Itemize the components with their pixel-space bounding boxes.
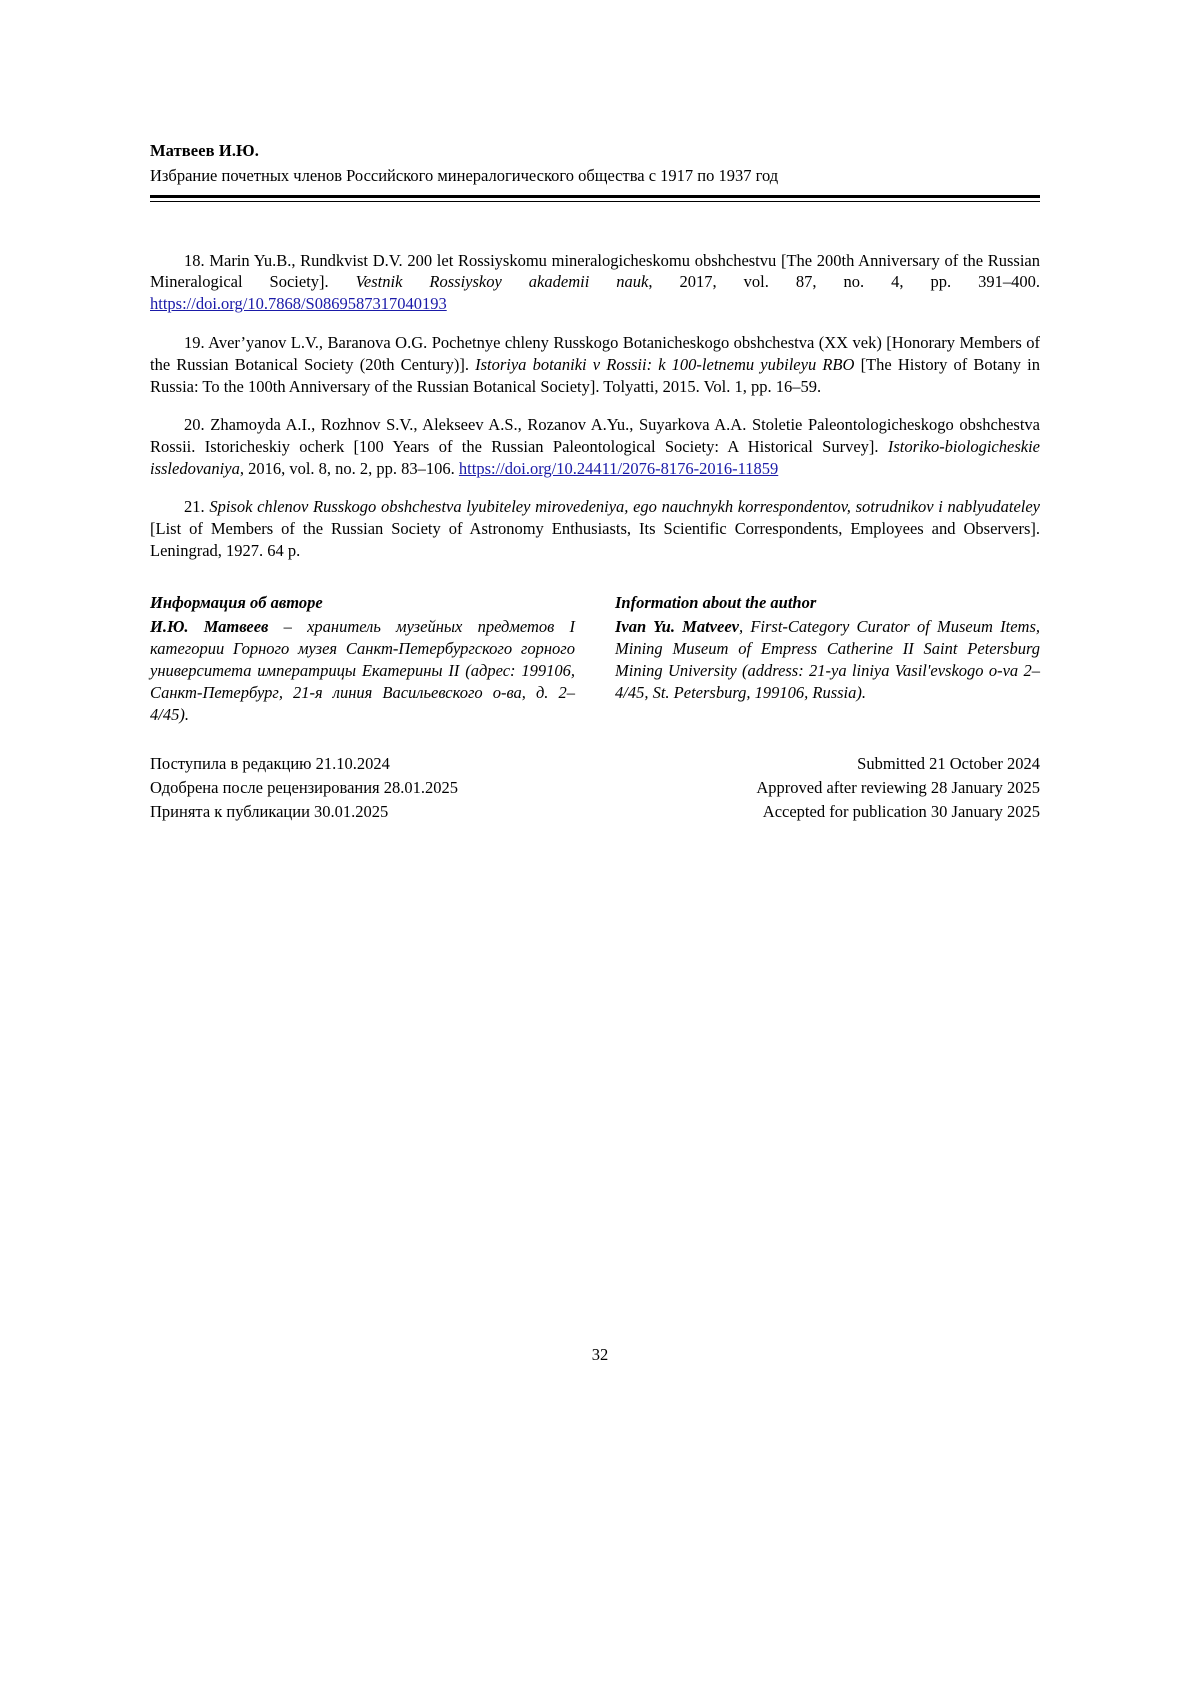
author-information bbox=[150, 592, 1040, 726]
submission-dates bbox=[150, 752, 1040, 824]
reference-item bbox=[150, 250, 1040, 316]
author-info-heading-ru: Информация об авторе bbox=[150, 593, 323, 613]
author-info-body-en bbox=[615, 616, 1040, 704]
reference-text: 21. bbox=[184, 497, 210, 517]
date-submitted-en: Submitted 21 October 2024 bbox=[857, 753, 1040, 773]
doi-link[interactable]: https://doi.org/10.7868/S0869587317040193 bbox=[150, 294, 447, 314]
doi-link[interactable]: https://doi.org/10.24411/2076-8176-2016-11859 bbox=[458, 459, 779, 479]
author-information-en bbox=[615, 592, 1040, 726]
reference-item bbox=[150, 332, 1040, 398]
reference-text-tail: , 2016, vol. 8, no. 2, pp. 83–106. bbox=[239, 459, 459, 479]
reference-text-tail: , 2017, vol. 87, no. 4, pp. 391–400. bbox=[648, 272, 1040, 292]
submission-dates-en bbox=[615, 752, 1040, 824]
date-accepted-en: Accepted for publication 30 January 2025 bbox=[762, 801, 1040, 821]
author-affiliation-ru: – хранитель музейных предметов I категории Горного музея Санкт-Петербургского горного университета императрицы Екатерины II (адрес: 199106, Санкт-Петербург, 21-я линия Васильевского о-ва, д. 2–4/45). bbox=[150, 617, 575, 724]
reference-source-italic: Spisok chlenov Russkogo obshchestva lyubiteley mirovedeniya, ego nauchnykh korrespondentov, sotrudnikov i nablyudateley bbox=[209, 497, 1041, 517]
reference-item bbox=[150, 496, 1040, 562]
page-content bbox=[150, 140, 1040, 824]
running-head bbox=[150, 140, 1040, 202]
reference-text: 20. Zhamoyda A.I., Rozhnov S.V., Alekseev A.S., Rozanov A.Yu., Suyarkova A.A. Stoletie Paleontologicheskogo obshchestva Rossii. Istoricheskiy ocherk [100 Years of the Russian Paleontological Society: A Historical Survey]. bbox=[150, 415, 1040, 457]
reference-text-tail: [The History of Botany in Russia: To the 100th Anniversary of the Russian Botanical Society]. Tolyatti, 2015. Vol. 1, pp. 16–59. bbox=[150, 354, 1041, 396]
date-approved-ru: Одобрена после рецензирования 28.01.2025 bbox=[150, 777, 459, 797]
reference-item bbox=[150, 414, 1040, 480]
author-name-ru: И.Ю. Матвеев bbox=[150, 617, 269, 637]
page-number: 32 bbox=[591, 1345, 609, 1364]
reference-source-italic: Vestnik Rossiyskoy akademii nauk bbox=[355, 272, 649, 292]
date-submitted-ru: Поступила в редакцию 21.10.2024 bbox=[150, 753, 390, 773]
references-list bbox=[150, 250, 1040, 563]
running-head-author: Матвеев И.Ю. bbox=[150, 141, 259, 160]
reference-source-italic: Istoriko-biologicheskie issledovaniya bbox=[150, 437, 1040, 479]
running-head-title: Избрание почетных членов Российского минералогического общества с 1917 по 1937 год bbox=[150, 166, 779, 186]
header-divider bbox=[150, 195, 1040, 202]
date-approved-en: Approved after reviewing 28 January 2025 bbox=[756, 777, 1040, 797]
reference-text-tail: [List of Members of the Russian Society of Astronomy Enthusiasts, Its Scientific Correspondents, Employees and Observers]. Leningrad, 1927. 64 p. bbox=[150, 519, 1040, 561]
author-info-body-ru bbox=[150, 616, 575, 726]
author-name-en: Ivan Yu. Matveev bbox=[615, 617, 739, 637]
author-info-heading-en: Information about the author bbox=[615, 593, 817, 613]
date-accepted-ru: Принята к публикации 30.01.2025 bbox=[150, 801, 389, 821]
reference-text: 18. Marin Yu.B., Rundkvist D.V. 200 let Rossiyskomu mineralogicheskomu obshchestvu [The 200th Anniversary of the Russian Mineralogical Society]. bbox=[150, 250, 1040, 292]
submission-dates-ru bbox=[150, 752, 575, 824]
author-affiliation-en: , First-Category Curator of Museum Items, Mining Museum of Empress Catherine II Saint Petersburg Mining University (address: 21-ya liniya Vasil'evskogo o-va 2–4/45, St. Petersburg, 199106, Russia). bbox=[615, 617, 1040, 703]
reference-source-italic: Istoriya botaniki v Rossii: k 100-letnemu yubileyu RBO bbox=[475, 354, 855, 374]
reference-text: 19. Aver’yanov L.V., Baranova O.G. Pochetnye chleny Russkogo Botanicheskogo obshchestva (XX vek) [Honorary Members of the Russian Botanical Society (20th Century)]. bbox=[150, 332, 1040, 374]
author-information-ru bbox=[150, 592, 575, 726]
